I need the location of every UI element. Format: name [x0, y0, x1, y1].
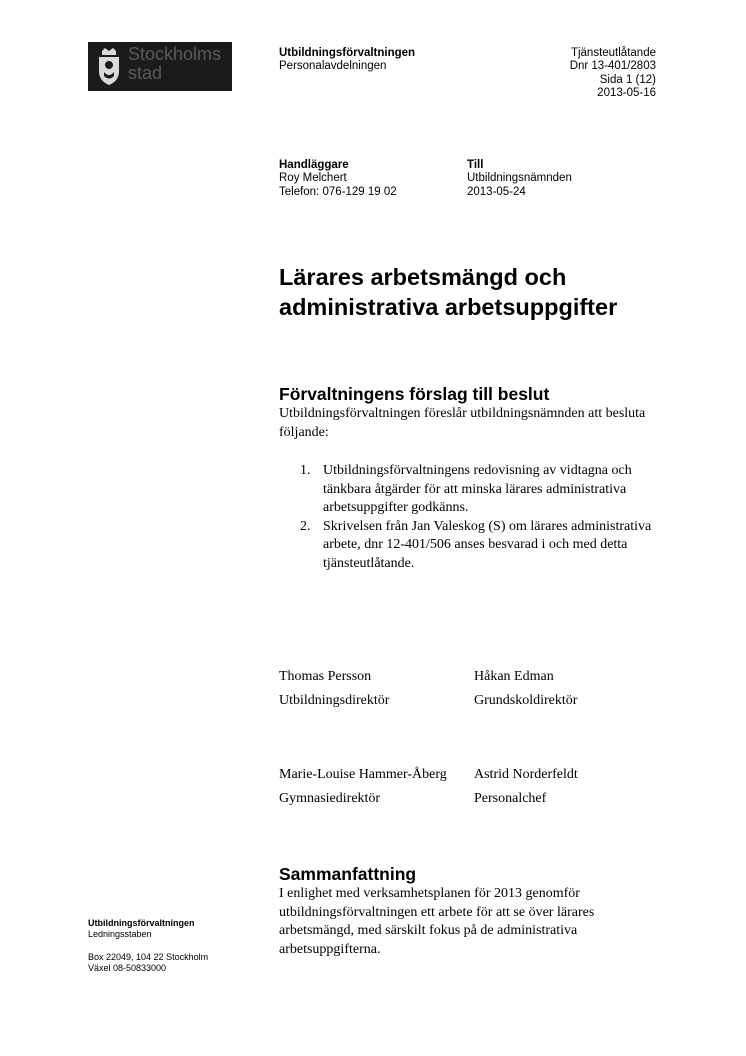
signature-role: Utbildningsdirektör — [279, 693, 390, 708]
decision-number: 2. — [300, 518, 311, 534]
stockholms-stad-logo — [88, 42, 232, 91]
signature-name: Marie-Louise Hammer-Åberg — [279, 767, 447, 782]
handlaggare-block — [279, 159, 397, 199]
document-title: Lärares arbetsmängd och administrativa arbetsuppgifter — [279, 264, 618, 320]
signature-block — [279, 665, 389, 713]
handlaggare-label: Handläggare — [279, 159, 349, 171]
header-dept: Personalavdelningen — [279, 60, 387, 73]
signature-name: Håkan Edman — [474, 669, 554, 684]
footer-org: Utbildningsförvaltningen — [88, 918, 195, 928]
signature-role: Gymnasiedirektör — [279, 791, 381, 806]
signature-name: Astrid Norderfeldt — [474, 767, 578, 782]
handlaggare-phone: Telefon: 076-129 19 02 — [279, 185, 397, 198]
signature-block — [474, 763, 578, 811]
doc-dnr: Dnr 13-401/2803 — [569, 60, 656, 73]
proposal-intro: Utbildningsförvaltningen föreslår utbildningsnämnden att besluta följande: — [279, 406, 646, 440]
decision-number: 1. — [300, 463, 311, 478]
signature-role: Personalchef — [474, 791, 547, 806]
doc-page: Sida 1 (12) — [599, 73, 656, 86]
footer-address — [88, 918, 208, 973]
doc-type: Tjänsteutlåtande — [570, 47, 656, 59]
till-recipient: Utbildningsnämnden — [467, 172, 572, 185]
decision-text: Skrivelsen från Jan Valeskog (S) om lärares administrativa arbete, dnr 12-401/506 anses besvarad i och med detta tjänsteutlåtande. — [323, 518, 652, 571]
summary-text: I enlighet med verksamhetsplanen för 2013 genomför utbildningsförvaltningen ett arbete för att se över lärares arbetsmängd, med särskilt fokus på de administrativa arbetsuppgifterna. — [279, 886, 595, 957]
footer-switchboard: Växel 08-50833000 — [88, 962, 167, 973]
decision-list — [298, 462, 660, 573]
decision-item — [298, 462, 660, 518]
signature-block — [474, 665, 577, 713]
till-label: Till — [467, 159, 484, 171]
header-org: Utbildningsförvaltningen — [279, 47, 416, 59]
decision-text: Utbildningsförvaltningens redovisning av vidtagna och tänkbara åtgärder för att minska lärares administrativa arbetsuppgifter godkänns. — [323, 463, 632, 515]
footer-unit: Ledningsstaben — [88, 928, 152, 939]
signature-block — [279, 763, 447, 811]
decision-item — [298, 518, 660, 574]
logo-line-2: stad — [128, 63, 163, 83]
proposal-heading: Förvaltningens förslag till beslut — [279, 384, 550, 404]
header-sender — [279, 47, 415, 74]
till-date: 2013-05-24 — [467, 185, 526, 198]
footer-address-line: Box 22049, 104 22 Stockholm — [88, 952, 209, 963]
summary-heading: Sammanfattning — [279, 864, 417, 884]
doc-date: 2013-05-16 — [597, 87, 656, 100]
signature-name: Thomas Persson — [279, 669, 372, 684]
till-block — [467, 159, 572, 199]
header-doc-info — [570, 47, 656, 101]
handlaggare-name: Roy Melchert — [279, 172, 347, 185]
signature-role: Grundskoldirektör — [474, 693, 578, 708]
city-crest-icon — [96, 47, 122, 87]
logo-line-1: Stockholms — [128, 44, 222, 64]
